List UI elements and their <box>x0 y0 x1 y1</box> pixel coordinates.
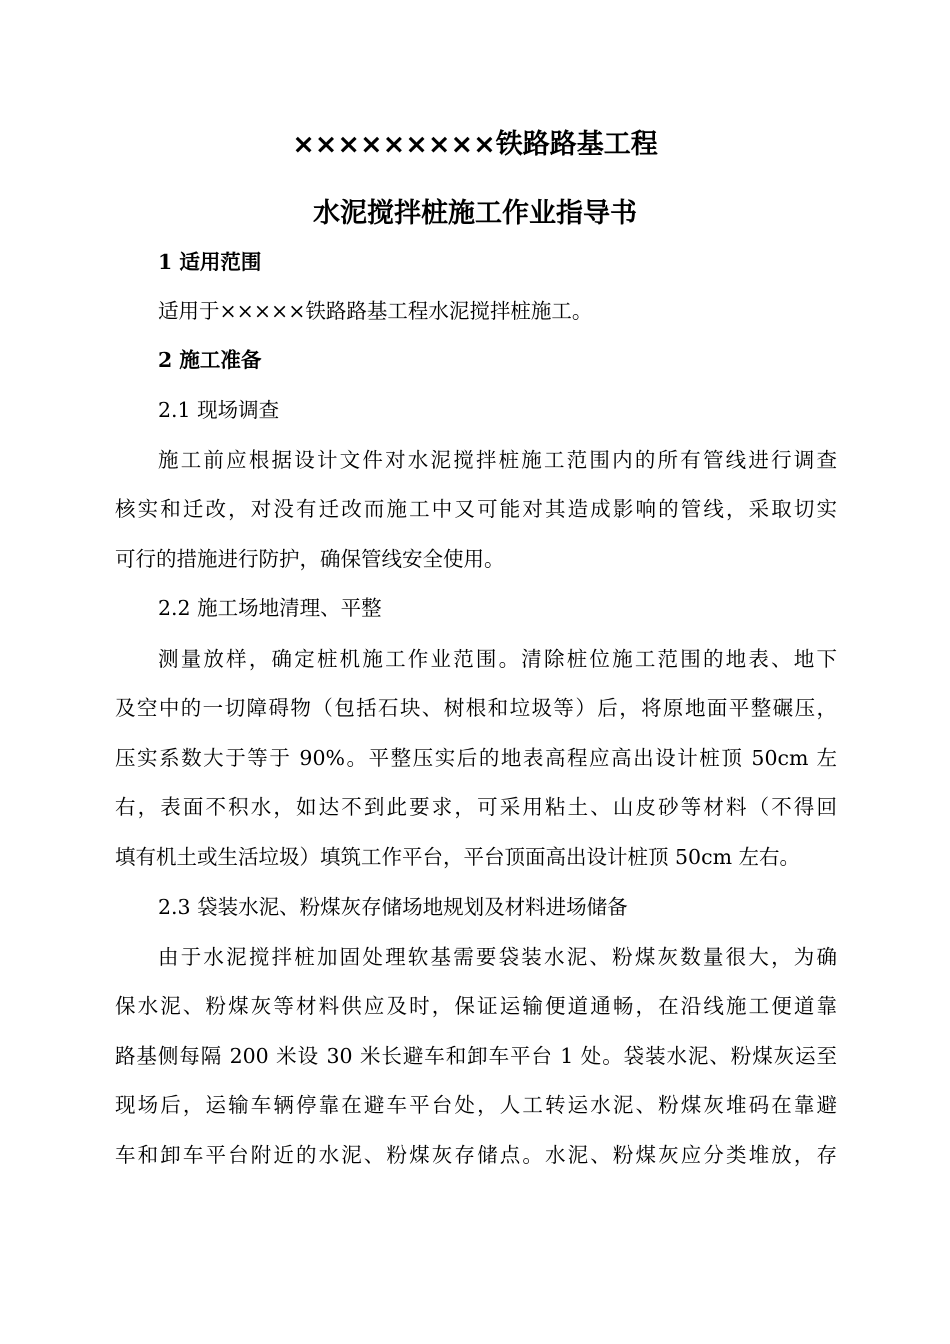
section-2-2-heading: 2.2 施工场地清理、平整 <box>158 596 382 620</box>
paragraph-line: 测量放样，确定桩机施工作业范围。清除桩位施工范围的地表、地下 <box>158 647 837 671</box>
paragraph-line: 可行的措施进行防护，确保管线安全使用。 <box>115 547 505 571</box>
paragraph-line: 路基侧每隔 200 米设 30 米长避车和卸车平台 1 处。袋装水泥、粉煤灰运至 <box>115 1044 837 1068</box>
section-1-text: 适用于×××××铁路路基工程水泥搅拌桩施工。 <box>158 299 593 323</box>
paragraph-line: 压实系数大于等于 90%。平整压实后的地表高程应高出设计桩顶 50cm 左 <box>115 746 837 770</box>
section-1-heading: 1 适用范围 <box>158 250 262 274</box>
paragraph-line: 车和卸车平台附近的水泥、粉煤灰存储点。水泥、粉煤灰应分类堆放，存 <box>115 1143 837 1167</box>
paragraph-line: 右，表面不积水，如达不到此要求，可采用粘土、山皮砂等材料（不得回 <box>115 795 837 819</box>
section-2-1-heading: 2.1 现场调查 <box>158 398 280 422</box>
document-title-line2: 水泥搅拌桩施工作业指导书 <box>313 198 637 229</box>
paragraph-line: 及空中的一切障碍物（包括石块、树根和垃圾等）后，将原地面平整碾压， <box>115 696 837 720</box>
paragraph-line: 现场后，运输车辆停靠在避车平台处，人工转运水泥、粉煤灰堆码在靠避 <box>115 1093 837 1117</box>
section-2-3-heading: 2.3 袋装水泥、粉煤灰存储场地规划及材料进场储备 <box>158 895 628 919</box>
paragraph-line: 核实和迁改，对没有迁改而施工中又可能对其造成影响的管线，采取切实 <box>115 497 837 521</box>
document-title-line1: ×××××××××铁路路基工程 <box>292 129 658 160</box>
paragraph-line: 填有机土或生活垃圾）填筑工作平台，平台顶面高出设计桩顶 50cm 左右。 <box>115 845 801 869</box>
paragraph-line: 由于水泥搅拌桩加固处理软基需要袋装水泥、粉煤灰数量很大，为确 <box>158 945 837 969</box>
paragraph-line: 保水泥、粉煤灰等材料供应及时，保证运输便道通畅，在沿线施工便道靠 <box>115 994 837 1018</box>
section-2-heading: 2 施工准备 <box>158 348 262 372</box>
paragraph-line: 施工前应根据设计文件对水泥搅拌桩施工范围内的所有管线进行调查 <box>158 448 837 472</box>
